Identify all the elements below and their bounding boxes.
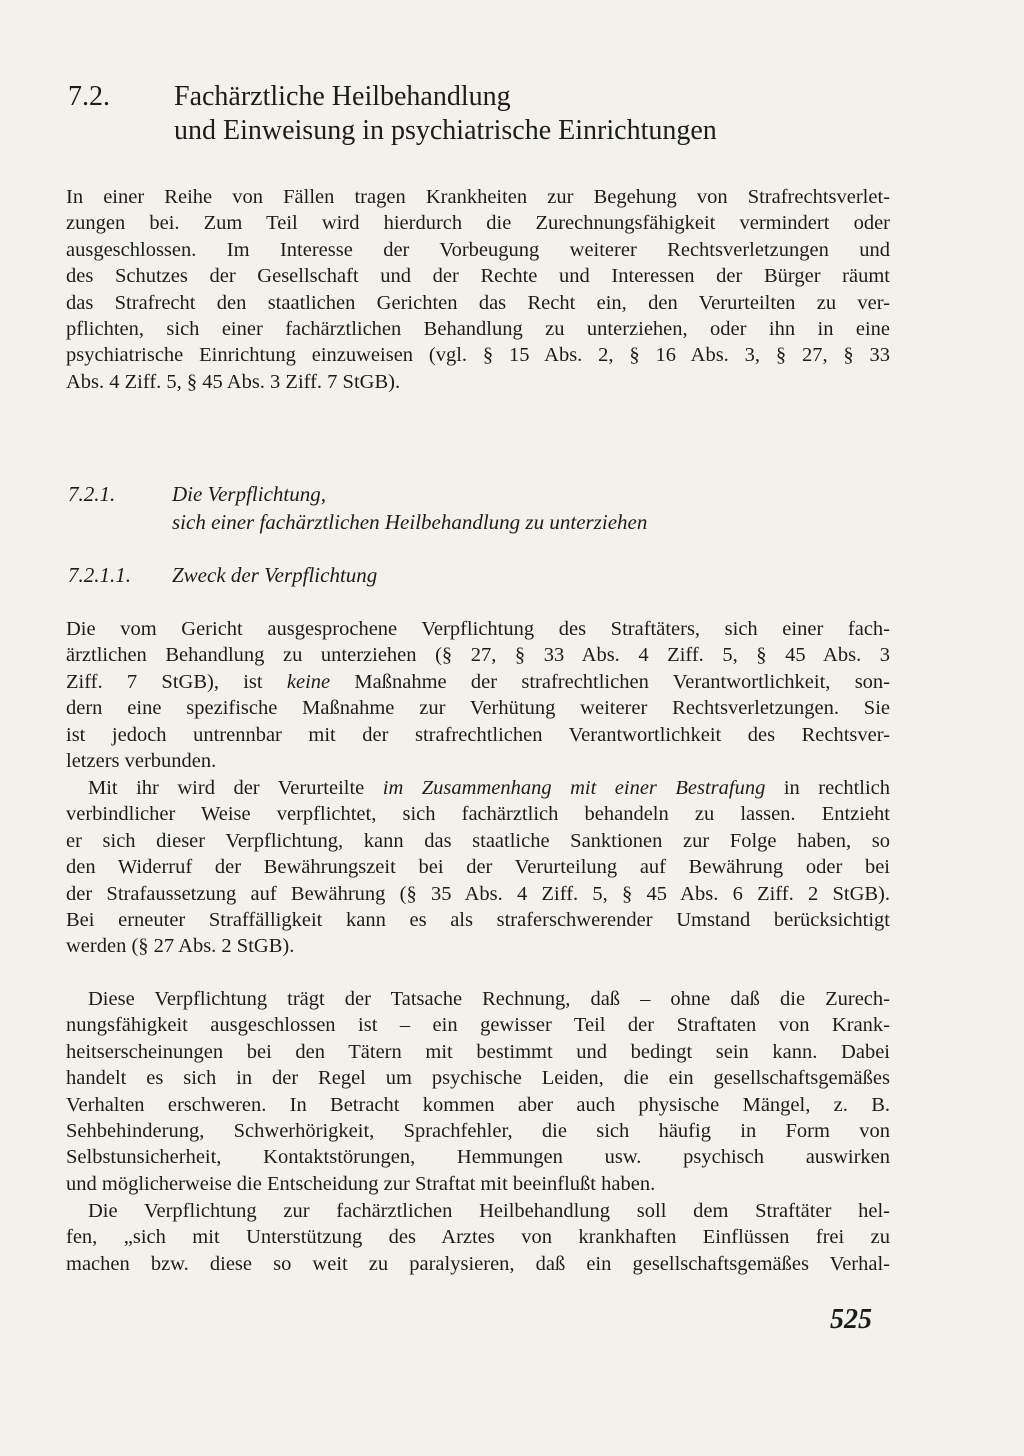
text-segment: Maßnahme der strafrechtlichen Verantwortlichkeit, son- [330, 670, 890, 693]
subsection-number: 7.2.1. [68, 482, 116, 506]
text-line: der Strafaussetzung auf Bewährung (§ 35 Abs. 4 Ziff. 5, § 45 Abs. 6 Ziff. 2 StGB). [66, 882, 890, 905]
text-line: das Strafrecht den staatlichen Gerichten das Recht ein, den Verurteilten zu ver- [66, 291, 890, 314]
text-line: pflichten, sich einer fachärztlichen Behandlung zu unterziehen, oder ihn in eine [66, 317, 890, 340]
section-number: 7.2. [68, 81, 110, 112]
text-line: er sich dieser Verpflichtung, kann das staatliche Sanktionen zur Folge haben, so [66, 829, 890, 852]
text-line: ärztlichen Behandlung zu unterziehen (§ 27, § 33 Abs. 4 Ziff. 5, § 45 Abs. 3 [66, 644, 890, 667]
text-line: Diese Verpflichtung trägt der Tatsache Rechnung, daß – ohne daß die Zurech- [88, 988, 890, 1010]
text-line: Verhalten erschweren. In Betracht kommen aber auch physische Mängel, z. B. [66, 1093, 890, 1116]
section-title [174, 80, 934, 148]
text-line: Abs. 4 Ziff. 5, § 45 Abs. 3 Ziff. 7 StGB). [66, 370, 401, 393]
text-line: heitserscheinungen bei den Tätern mit bestimmt und bedingt sein kann. Dabei [66, 1040, 890, 1063]
text-line: Die vom Gericht ausgesprochene Verpflichtung des Straftäters, sich einer fach- [66, 618, 890, 640]
text-line: werden (§ 27 Abs. 2 StGB). [66, 935, 295, 958]
text-line: Die Verpflichtung zur fachärztlichen Heilbehandlung soll dem Straftäter hel- [88, 1200, 890, 1222]
text-line: dern eine spezifische Maßnahme zur Verhütung weiterer Rechtsverletzungen. Sie [66, 697, 890, 720]
text-segment: Mit ihr wird der Verurteilte [88, 777, 383, 799]
text-line: den Widerruf der Bewährungszeit bei der Verurteilung auf Bewährung oder bei [66, 856, 890, 879]
text-line: Selbstunsicherheit, Kontaktstörungen, Hemmungen usw. psychisch auswirken [66, 1146, 890, 1169]
text-line: In einer Reihe von Fällen tragen Krankheiten zur Begehung von Strafrechtsverlet- [66, 186, 890, 208]
emphasis: keine [286, 670, 331, 693]
text-line: Sehbehinderung, Schwerhörigkeit, Sprachfehler, die sich häufig in Form von [66, 1119, 890, 1142]
paragraph-illness [66, 986, 890, 1197]
page-number: 525 [830, 1304, 872, 1335]
text-line: handelt es sich in der Regel um psychische Leiden, die ein gesellschaftsgemäßes [66, 1067, 890, 1090]
text-line: des Schutzes der Gesellschaft und der Rechte und Interessen der Bürger räumt [66, 265, 890, 288]
subsection-title [172, 480, 647, 536]
paragraph-treatment [66, 1198, 890, 1277]
paragraph-obligation [66, 775, 890, 960]
text-line: psychiatrische Einrichtung einzuweisen (vgl. § 15 Abs. 2, § 16 Abs. 3, § 27, § 33 [66, 344, 890, 367]
text-line: fen, „sich mit Unterstützung des Arztes von krankhaften Einflüssen frei zu [66, 1226, 890, 1249]
section-title-line: Fachärztliche Heilbehandlung [174, 81, 511, 112]
text-line: letzers verbunden. [66, 749, 217, 772]
subsubsection-title [172, 561, 377, 589]
intro-paragraph [66, 184, 890, 395]
text-line: nungsfähigkeit ausgeschlossen ist – ein gewisser Teil der Straftaten von Krank- [66, 1014, 890, 1037]
text-segment: Ziff. 7 StGB), ist [66, 670, 287, 693]
text-line: Bei erneuter Straffälligkeit kann es als straferschwerender Umstand berücksichtigt [66, 908, 890, 931]
text-line: und möglicherweise die Entscheidung zur Straftat mit beeinflußt haben. [66, 1172, 656, 1195]
subsection-title-line: Die Verpflichtung, [172, 482, 326, 506]
text-line: ist jedoch untrennbar mit der strafrechtlichen Verantwortlichkeit des Rechtsver- [66, 723, 890, 746]
paragraph-purpose [66, 616, 890, 774]
subsubsection-number: 7.2.1.1. [68, 563, 131, 587]
text-line: verbindlicher Weise verpflichtet, sich fachärztlich behandeln zu lassen. Entzieht [66, 803, 890, 826]
text-line: machen bzw. diese so weit zu paralysieren, daß ein gesellschaftsgemäßes Verhal- [66, 1252, 890, 1275]
text-line [66, 775, 890, 801]
text-line [66, 669, 890, 695]
subsection-title-line: sich einer fachärztlichen Heilbehandlung zu unterziehen [172, 510, 648, 534]
text-line: ausgeschlossen. Im Interesse der Vorbeugung weiterer Rechtsverletzungen und [66, 238, 890, 261]
subsubsection-title-text: Zweck der Verpflichtung [172, 563, 378, 587]
emphasis: im Zusammenhang mit einer Bestrafung [382, 777, 766, 799]
section-title-line: und Einweisung in psychiatrische Einrichtungen [174, 115, 717, 146]
text-segment: in rechtlich [765, 777, 891, 799]
text-line: zungen bei. Zum Teil wird hierdurch die Zurechnungsfähigkeit vermindert oder [66, 212, 890, 235]
